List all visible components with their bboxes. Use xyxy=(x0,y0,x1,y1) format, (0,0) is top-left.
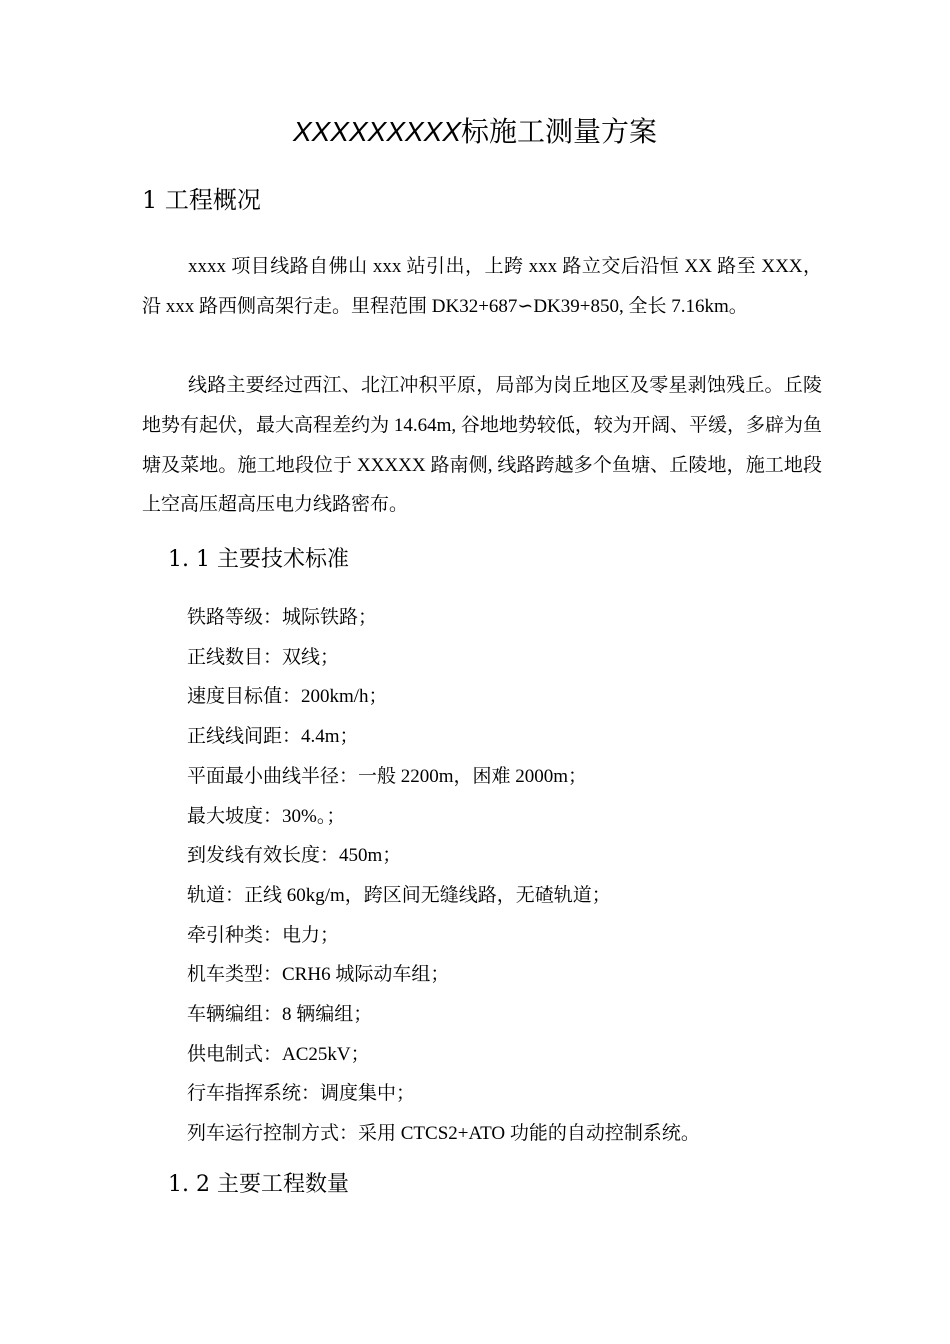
list-item: 速度目标值：200km/h； xyxy=(187,686,388,708)
section-heading-1-2: 1. 2 主要工程数量 xyxy=(168,1172,349,1197)
list-item: 机车类型：CRH6 城际动车组； xyxy=(187,964,450,986)
list-item: 牵引种类：电力； xyxy=(187,924,340,946)
document-title-prefix: XXXXXXXXX xyxy=(292,116,462,147)
paragraph-terrain: 线路主要经过西江、北江冲积平原，局部为岗丘地区及零星剥蚀残丘。丘陵地势有起伏，最大高程差约为 14.64m, 谷地地势较低，较为开阔、平缓，多辟为鱼塘及菜地。施工地段位于 XXXXX 路南侧, 线路跨越多个鱼塘、丘陵地，施工地段上空高压超高压电力线路密布。 xyxy=(142,375,822,516)
list-item: 平面最小曲线半径：一般 2200m，困难 2000m； xyxy=(187,765,588,787)
list-item: 铁路等级：城际铁路； xyxy=(187,607,378,628)
list-item: 正线数目：双线； xyxy=(187,646,340,668)
list-item: 正线线间距：4.4m； xyxy=(187,726,359,748)
document-title xyxy=(0,112,950,152)
section-heading-1-1: 1. 1 主要技术标准 xyxy=(168,547,349,572)
list-item: 到发线有效长度：450m； xyxy=(187,845,402,867)
list-item: 行车指挥系统：调度集中； xyxy=(187,1083,416,1105)
technical-standards-list xyxy=(187,598,700,1154)
document-title-suffix: 标施工测量方案 xyxy=(461,115,658,148)
section-heading-1: 1 工程概况 xyxy=(142,186,261,214)
list-item: 最大坡度：30%。； xyxy=(187,805,346,827)
list-item: 轨道：正线 60kg/m，跨区间无缝线路，无碴轨道； xyxy=(187,884,611,906)
paragraph-project-route: xxxx 项目线路自佛山 xxx 站引出，上跨 xxx 路立交后沿恒 XX 路至 XXX，沿 xxx 路西侧高架行走。里程范围 DK32+687∽DK39+850, 全长 7.16km。 xyxy=(142,256,822,317)
list-item: 供电制式：AC25kV； xyxy=(187,1043,370,1065)
list-item: 车辆编组：8 辆编组； xyxy=(187,1004,373,1026)
list-item: 列车运行控制方式：采用 CTCS2+ATO 功能的自动控制系统。 xyxy=(187,1123,700,1145)
